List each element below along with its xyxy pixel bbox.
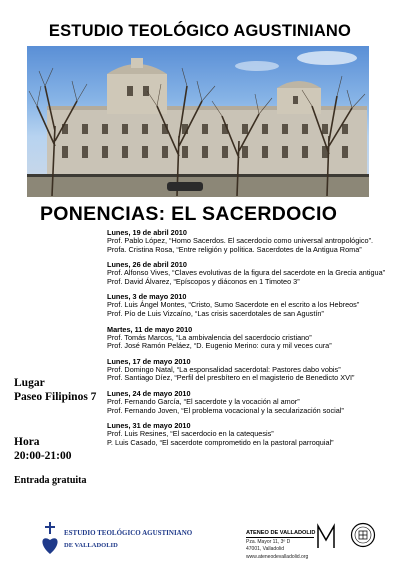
ateneo-address: Pza. Mayor 11, 3º D: [246, 539, 291, 545]
lecture-date: Martes, 11 de mayo 2010: [107, 324, 193, 334]
estudio-logo: [40, 520, 193, 558]
hora-label: Hora: [14, 436, 40, 448]
lecture-talk: Prof. Luis Ángel Montes, “Cristo, Sumo Sacerdote en el escrito a los Hebreos”: [107, 300, 360, 310]
lugar-label: Lugar: [14, 377, 45, 389]
lecture-day: [107, 260, 391, 286]
seal-icon: [350, 522, 376, 548]
lecture-day: [107, 421, 391, 447]
building-illustration: [27, 46, 369, 197]
logo-line2: DE VALLADOLID: [64, 542, 118, 549]
lecture-day: [107, 292, 391, 318]
lecture-talk: Prof. Domingo Natal, “La esponsalidad sacerdotal: Pastores dabo vobis”: [107, 364, 341, 374]
lecture-talk: Prof. Pío de Luis Vizcaíno, “Las crisis sacerdotales de san Agustín”: [107, 308, 324, 318]
lecture-date: Lunes, 24 de mayo 2010: [107, 388, 191, 398]
ateneo-divider: [246, 537, 314, 538]
lecture-talk: Prof. Tomás Marcos, “La ambivalencia del sacerdocio cristiano”: [107, 332, 312, 342]
lecture-talk: Prof. Alfonso Vives, “Claves evolutivas de la figura del sacerdote en la Grecia antigua”: [107, 268, 386, 278]
lecture-talk: Prof. Fernando Joven, “El problema vocacional y la secularización social”: [107, 405, 344, 415]
hora-value: 20:00-21:00: [14, 450, 72, 462]
lecture-date: Lunes, 31 de mayo 2010: [107, 421, 191, 431]
lecture-talk: Profa. Cristina Rosa, “Entre religión y política. Sacerdotes de la Antigua Roma”: [107, 244, 362, 254]
lecture-talk: P. Luis Casado, “El sacerdote comprometido en la pastoral parroquial”: [107, 437, 334, 447]
section-title: PONENCIAS: EL SACERDOCIO: [40, 203, 338, 225]
lecture-date: Lunes, 17 de mayo 2010: [107, 356, 191, 366]
heart-cross-icon: [40, 520, 60, 556]
lecture-date: Lunes, 19 de abril 2010: [107, 228, 187, 237]
lugar-value: Paseo Filipinos 7: [14, 391, 97, 403]
lecture-talk: Prof. David Álvarez, “Epíscopos y diáconos en 1 Timoteo 3”: [107, 276, 300, 286]
ateneo-block: [246, 520, 386, 564]
lecture-list: [107, 228, 391, 453]
lecture-date: Lunes, 3 de mayo 2010: [107, 292, 187, 302]
lecture-talk: Prof. Pablo López, “Homo Sacerdos. El sacerdocio como universal antropológico”.: [107, 236, 374, 245]
lecture-talk: Prof. Luis Resines, “El sacerdocio en la catequesis”: [107, 429, 274, 439]
ateneo-city: 47001, Valladolid: [246, 546, 284, 552]
lecture-day: [107, 325, 391, 351]
building-photo: [27, 46, 369, 197]
lecture-day: [107, 389, 391, 415]
lecture-talk: Prof. Santiago Díez, “Perfil del presbítero en el magisterio de Benedicto XVI”: [107, 373, 355, 383]
entrada-text: Entrada gratuita: [14, 475, 87, 486]
ateneo-mark-icon: [316, 522, 344, 550]
lecture-date: Lunes, 26 de abril 2010: [107, 260, 187, 270]
lecture-talk: Prof. Fernando García, “El sacerdote y la vocación al amor”: [107, 396, 300, 406]
ateneo-name: ATENEO DE VALLADOLID: [246, 530, 316, 536]
ateneo-web: www.ateneodevalladolid.org: [246, 554, 309, 560]
lecture-day: [107, 357, 391, 383]
logo-line1: ESTUDIO TEOLÓGICO AGUSTINIANO: [64, 529, 193, 537]
lecture-talk: Prof. José Ramón Peláez, “D. Eugenio Merino: cura y mil veces cura”: [107, 341, 332, 351]
header-title: ESTUDIO TEOLÓGICO AGUSTINIANO: [48, 22, 352, 40]
lecture-day: [107, 228, 391, 254]
